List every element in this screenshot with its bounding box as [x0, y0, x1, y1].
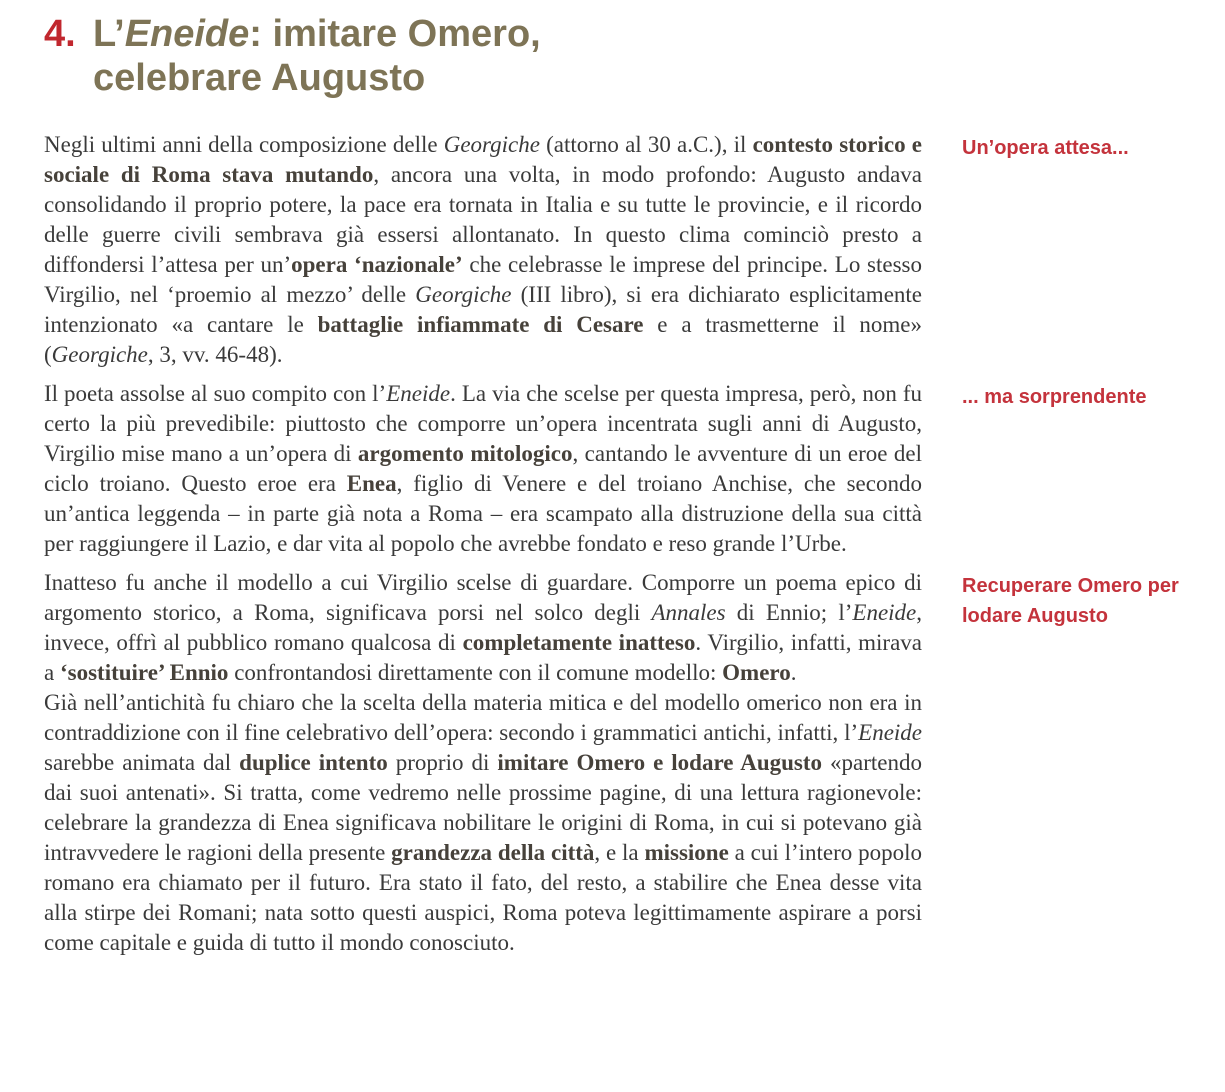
section-heading	[44, 12, 1225, 100]
paragraph-row	[44, 379, 1225, 559]
section-number: 4.	[44, 13, 76, 55]
margin-note: Recuperare Omero per lodare Augusto	[962, 575, 1179, 627]
paragraph-row	[44, 130, 1225, 370]
paragraph-text: Già nell’antichità fu chiaro che la scelta della materia mitica e del modello omerico non era in contraddizione con il fine celebrativo dell’opera: secondo i grammatici antichi, infatti, l’Eneide sarebbe animata dal duplice intento proprio di imitare Omero e lodare Augusto «partendo dai suoi antenati». Si tratta, come vedremo nelle prossime pagine, di una lettura ragionevole: celebrare la grandezza di Enea significava nobilitare le origini di Roma, in cui si potevano già intravvedere le ragioni della presente grandezza della città, e la missione a cui l’intero popolo romano era chiamato per il futuro. Era stato il fato, del resto, a stabilire che Enea desse vita alla stirpe dei Romani; nata sotto questi auspici, Roma poteva legittimamente aspirare a porsi come capitale e guida di tutto il mondo conosciuto.	[44, 690, 923, 955]
margin-note	[962, 688, 1187, 691]
margin-note: ... ma sorprendente	[962, 386, 1147, 408]
section-title-line2: celebrare Augusto	[93, 57, 426, 99]
paragraph-row	[44, 688, 1225, 958]
section-title	[93, 12, 541, 100]
paragraph-row	[44, 568, 1225, 688]
paragraph-text: Negli ultimi anni della composizione delle Georgiche (attorno al 30 a.C.), il contesto storico e sociale di Roma stava mutando, ancora una volta, in modo profondo: Augusto andava consolidando il proprio potere, la pace era tornata in Italia e su tutte le provincie, e il ricordo delle guerre civili sembrava già essersi allontanato. In questo clima cominciò presto a diffondersi l’attesa per un’opera ‘nazionale’ che celebrasse le imprese del principe. Lo stesso Virgilio, nel ‘proemio al mezzo’ delle Georgiche (III libro), si era dichiarato esplicitamente intenzionato «a cantare le battaglie infiammate di Cesare e a trasmetterne il nome» (Georgiche, 3, vv. 46-48).	[44, 132, 923, 367]
section-title-line1: L’Eneide: imitare Omero,	[93, 13, 541, 55]
paragraph-text: Inatteso fu anche il modello a cui Virgilio scelse di guardare. Comporre un poema epico di argomento storico, a Roma, significava porsi nel solco degli Annales di Ennio; l’Eneide, invece, offrì al pubblico romano qualcosa di completamente inatteso. Virgilio, infatti, mirava a ‘sostituire’ Ennio confrontandosi direttamente con il comune modello: Omero.	[44, 570, 923, 685]
paragraph-text: Il poeta assolse al suo compito con l’Eneide. La via che scelse per questa impresa, però, non fu certo la più prevedibile: piuttosto che comporre un’opera incentrata sugli anni di Augusto, Virgilio mise mano a un’opera di argomento mitologico, cantando le avventure di un eroe del ciclo troiano. Questo eroe era Enea, figlio di Venere e del troiano Anchise, che secondo un’antica leggenda – in parte già nota a Roma – era scampato alla distruzione della sua città per raggiungere il Lazio, e dar vita al popolo che avrebbe fondato e reso grande l’Urbe.	[44, 381, 922, 556]
margin-note: Un’opera attesa...	[962, 137, 1129, 159]
